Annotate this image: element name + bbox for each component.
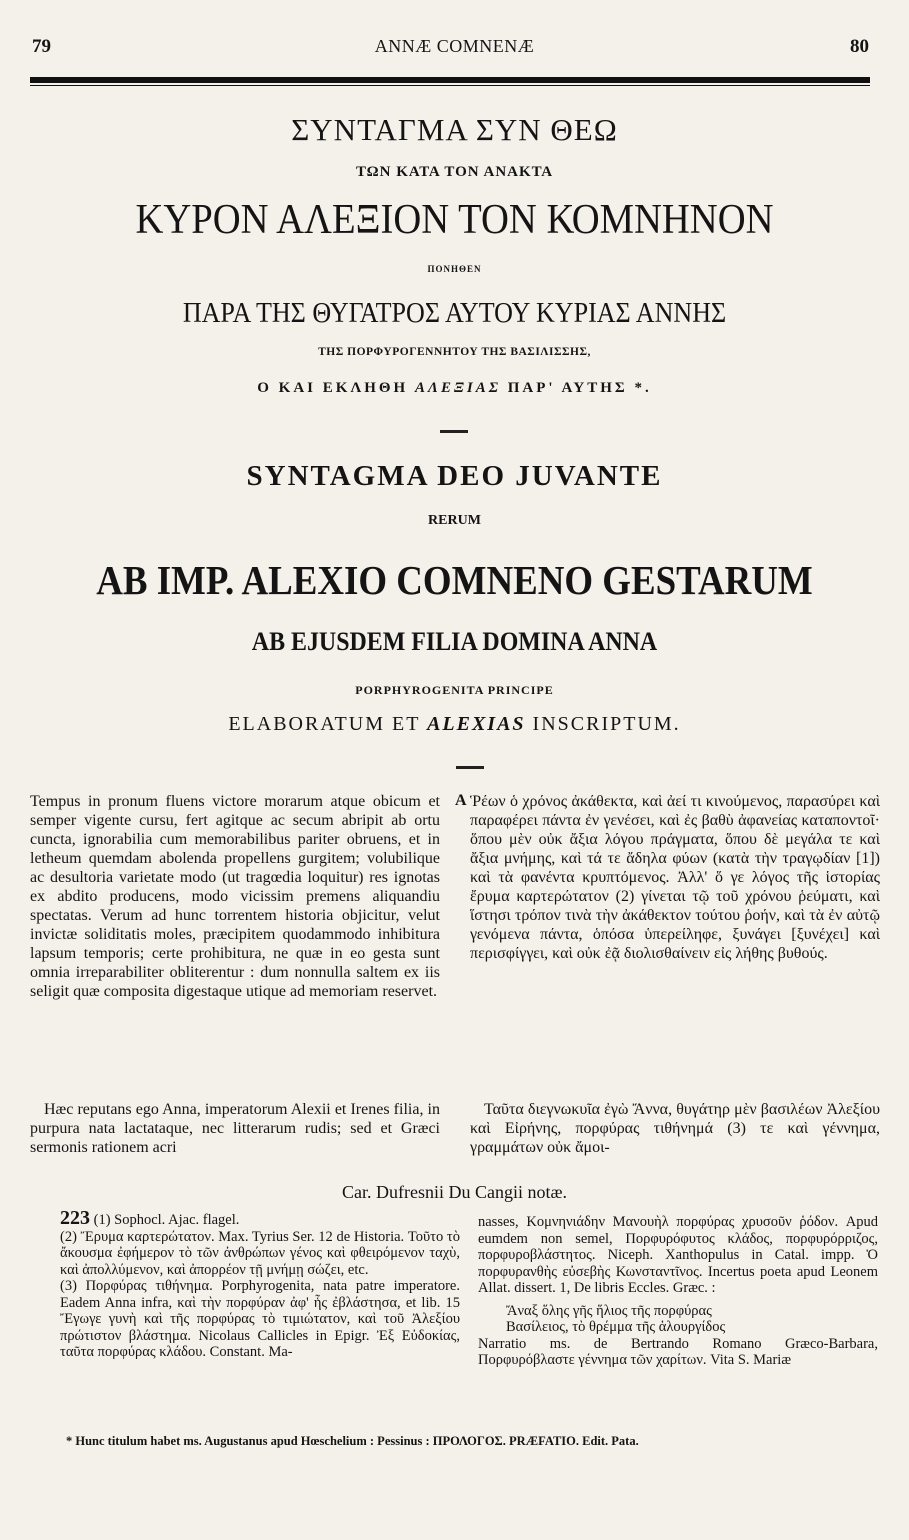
page-marginal-number: 223 bbox=[60, 1207, 90, 1229]
verse-line-1: Ἄναξ ὅλης γῆς ἥλιος τῆς πορφύρας bbox=[506, 1302, 712, 1319]
note-3-continued: nasses, Κομνηνιάδην Μανουὴλ πορφύρας χρυσοῦν ῥόδον. Apud eumdem non semel, Πορφυρόφυτος κλάδος, πορφυρόρριζος, πορφυροβλάστητος. Niceph. Xanthopulus in Catal. impp. Ὁ πορφυρανθὴς εὐσεβὴς Κωνσταντῖνος. Incertus poeta apud Leonem Allat. dissert. 1, De libris Eccles. Græc. : bbox=[478, 1214, 878, 1296]
latin-title-line-4: AB EJUSDEM FILIA DOMINA ANNA bbox=[251, 627, 658, 656]
latin-column bbox=[30, 792, 440, 1001]
greek-title-line-6: ΤΗΣ ΠΟΡΦΥΡΟΓΕΝΝΗΤΟΥ ΤΗΣ ΒΑΣΙΛΙΣΣΗΣ, bbox=[318, 346, 591, 358]
title-separator-2 bbox=[456, 766, 484, 769]
page-number-left: 79 bbox=[32, 36, 51, 57]
greek-title-line-4: ΠΟΝΗΘΕΝ bbox=[427, 264, 482, 274]
greek-paragraph-2: Ταῦτα διεγνωκυῖα ἐγὼ Ἄννα, θυγάτηρ μὲν βασιλέων Ἀλεξίου καὶ Εἰρήνης, πορφύρας τιθήνημά (3) τε καὶ γέννημα, γραμμάτων οὐκ ἄμοι- bbox=[470, 1101, 880, 1156]
note-2: (2) Ἔρυμα καρτερώτατον. Max. Tyrius Ser. 12 de Historia. Τοῦτο τὸ ἄκουσμα ἐφήμερον τὸ τῶν ἀνθρώπων γένος καὶ φθειρόμενον ταχὺ, καὶ ἀπολλύμενον, καὶ ἀπορρέον τῇ μνήμῃ σώζει, etc. bbox=[60, 1228, 460, 1278]
greek-title-line-7-c: ΠΑΡ' ΑΥΤΗΣ *. bbox=[507, 380, 652, 396]
verse-line-2: Βασίλειος, τὸ θρέμμα τῆς ἁλουργίδος bbox=[506, 1319, 726, 1335]
latin-column-2 bbox=[30, 1100, 440, 1157]
notes-right-column bbox=[478, 1214, 878, 1369]
greek-title-line-5: ΠΑΡΑ ΤΗΣ ΘΥΓΑΤΡΟΣ ΑΥΤΟΥ ΚΥΡΙΑΣ ΑΝΝΗΣ bbox=[182, 298, 727, 329]
greek-title-line-7-a: Ο ΚΑΙ ΕΚΛΗΘΗ bbox=[257, 380, 409, 396]
greek-title-line-7-b: ΑΛΕΞΙΑΣ bbox=[414, 380, 501, 396]
greek-title-line-1: ΣΥΝΤΑΓΜΑ ΣΥΝ ΘΕΩ bbox=[291, 112, 618, 147]
greek-paragraph-1: Ῥέων ὁ χρόνος ἀκάθεκτα, καὶ ἀεί τι κινούμενος, παρασύρει καὶ παραφέρει πάντα ἐν γενέσει, καὶ ἐς βαθὺ ἀφανείας καταποντοῖ· ὅπου μὲν οὐκ ἄξια λόγου πράγματα, ὅπου δὲ μεγάλα τε καὶ ἄξια μνήμης, καὶ τά τε ἄδηλα φύων (κατὰ τὴν τραγῳδίαν [1]) καὶ τὰ φανέντα κρυπτόμενος. Ἀλλ' ὅ γε λόγος τῆς ἱστορίας ἔρυμα καρτερώτατον (2) γίνεται τῷ τοῦ χρόνου ῥεύματι, καὶ ἵστησι τρόπον τινὰ τὴν ἀκάθεκτον τούτου ῥοήν, καὶ τὰ ἐν αὐτῷ γενόμενα πάντα, ὁπόσα ὑπερείληφε, ξυνάγει [ξυνέχει] καὶ περισφίγγει, καὶ οὐκ ἐᾷ διολισθαίνειν εἰς λήθης βυθούς. bbox=[470, 793, 880, 962]
margin-marker: A bbox=[455, 792, 467, 809]
latin-title-line-2: RERUM bbox=[428, 513, 481, 528]
title-footnote: * Hunc titulum habet ms. Augustanus apud Hœschelium : Pessinus : ΠΡΟΛΟΓΟΣ. PRÆFATIO. Edit. Pata. bbox=[66, 1434, 639, 1448]
latin-title-line-6-a: ELABORATUM ET bbox=[228, 713, 421, 735]
greek-title-line-2: ΤΩΝ ΚΑΤΑ ΤΟΝ ΑΝΑΚΤΑ bbox=[355, 164, 554, 180]
latin-title-line-1: SYNTAGMA DEO JUVANTE bbox=[246, 460, 663, 492]
latin-title-line-6-c: INSCRIPTUM. bbox=[532, 713, 681, 735]
notes-heading: Car. Dufresnii Du Cangii notæ. bbox=[342, 1182, 567, 1202]
notes-left-column bbox=[60, 1207, 460, 1361]
running-title: ANNÆ COMNENÆ bbox=[374, 36, 535, 56]
greek-column bbox=[470, 792, 880, 963]
latin-paragraph-1: Tempus in pronum fluens victore morarum atque obicum et semper vigente cursu, fert agitque ac secum abripit ab ortu cuncta, ignorabilia cum memorabilibus pariter obruens, et in letheum quemdam abolenda propellens gurgitem; volubilique ac desultoria varietate modo (ut tragœdia loquitur) res ignotas ex abdito producens, modo vicissim premens aliquandiu spectatas. Verum ad hunc torrentem historia objicitur, velut invictæ soliditatis moles, præcipitem quodammodo inhibitura lapsum temporis; certe prohibitura, ne quæ in eo gesta sunt omnia irreparabiliter obliterentur : dum nonnulla saltem ex iis seligit quæ composita digestaque utique ad memoriam reservet. bbox=[30, 793, 440, 1000]
latin-paragraph-2: Hæc reputans ego Anna, imperatorum Alexii et Irenes filia, in purpura nata lactataque, nec litterarum rudis; sed et Græci sermonis rationem acri bbox=[30, 1101, 440, 1156]
note-1: (1) Sophocl. Ajac. flagel. bbox=[93, 1212, 240, 1228]
page-number-right: 80 bbox=[850, 36, 869, 57]
note-3-narratio: Narratio ms. de Bertrando Romano Græco-Barbara, Πορφυρόβλαστε γέννημα τῶν χαρίτων. Vita S. Mariæ bbox=[478, 1335, 878, 1368]
greek-title-line-7 bbox=[0, 380, 909, 397]
latin-title-line-5: PORPHYROGENITA PRINCIPE bbox=[355, 683, 554, 697]
header-rule bbox=[30, 77, 870, 83]
latin-title-line-6 bbox=[0, 713, 909, 736]
latin-title-main: AB IMP. ALEXIO COMNENO GESTARUM bbox=[96, 557, 813, 603]
latin-title-line-6-b: ALEXIAS bbox=[427, 713, 526, 735]
title-separator bbox=[440, 430, 468, 433]
header-rule-thin bbox=[30, 85, 870, 86]
greek-column-2 bbox=[470, 1100, 880, 1157]
note-3: (3) Πορφύρας τιθήνημα. Porphyrogenita, nata patre imperatore. Eadem Anna infra, καὶ τὴν πορφύραν ἀφ' ἧς ἐβλάστησα, et lib. 15 Ἔγωγε γυνὴ καὶ τῆς πορφύρας τὸ τιμιώτατον, καὶ τοῦ Ἀλεξίου πρώτιστον βλάστημα. Nicolaus Callicles in Epigr. Ἐξ Εὐδοκίας, ταῦτα πορφύρας κλάδου. Constant. Ma- bbox=[60, 1278, 460, 1360]
greek-title-main: ΚΥΡΟΝ ΑΛΕΞΙΟΝ ΤΟΝ ΚΟΜΝΗΝΟΝ bbox=[135, 197, 774, 243]
